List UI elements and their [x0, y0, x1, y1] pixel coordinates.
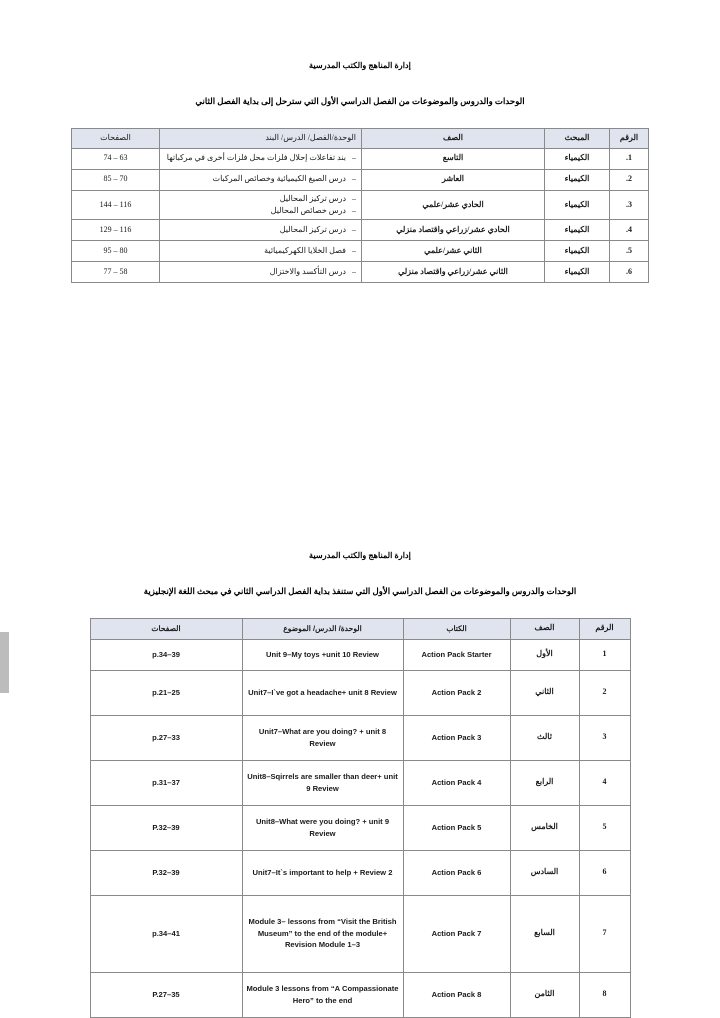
cell-unit: Module 3– lessons from “Visit the British Museum” to the end of the module+ Revision Module 1–3 — [242, 895, 403, 972]
table-row — [72, 190, 649, 220]
bullet-dash: – — [352, 267, 356, 277]
cell-grade: الثاني عشر/زراعي واقتصاد منزلي — [362, 262, 545, 283]
cell-num: 3. — [610, 190, 649, 220]
cell-book: Action Pack Starter — [403, 639, 510, 670]
table-row — [72, 148, 649, 169]
item-line: – فصل الخلايا الكهركيميائية — [264, 246, 356, 256]
section-chemistry — [0, 60, 720, 283]
english-subheading: الوحدات والدروس والموضوعات من الفصل الدراسي الأول التي ستنفذ بداية الفصل الدراسي الثاني في مبحث اللغة الإنجليزية — [143, 586, 577, 597]
cell-item — [160, 148, 362, 169]
cell-pages: 58 – 77 — [72, 262, 160, 283]
cell-item — [160, 262, 362, 283]
cell-num: 8 — [579, 972, 630, 1017]
cell-unit: Unit 9–My toys +unit 10 Review — [242, 639, 403, 670]
item-line: – بند تفاعلات إحلال فلزات محل فلزات أخرى في مركباتها — [166, 153, 356, 163]
cell-grade: الثامن — [510, 972, 579, 1017]
cell-grade: الحادي عشر/زراعي واقتصاد منزلي — [362, 220, 545, 241]
cell-pages: p.34–39 — [90, 639, 242, 670]
english-table-body — [90, 639, 630, 1017]
chemistry-table-head — [72, 128, 649, 148]
cell-pages: 116 – 129 — [72, 220, 160, 241]
col-header-grade: الصف — [362, 128, 545, 148]
cell-grade: السابع — [510, 895, 579, 972]
table-row — [90, 760, 630, 805]
table-row — [90, 805, 630, 850]
item-line: – درس تركيز المحاليل — [279, 193, 356, 203]
table-row — [72, 262, 649, 283]
cell-pages: p.21–25 — [90, 670, 242, 715]
cell-num: 7 — [579, 895, 630, 972]
item-line: – درس خصائص المحاليل — [270, 205, 356, 215]
bullet-dash: – — [352, 193, 356, 203]
item-line: – درس تركيز المحاليل — [279, 225, 356, 235]
cell-item — [160, 169, 362, 190]
cell-subject: الكيمياء — [545, 190, 610, 220]
cell-subject: الكيمياء — [545, 241, 610, 262]
cell-pages: P.32–39 — [90, 850, 242, 895]
cell-subject: الكيمياء — [545, 169, 610, 190]
col-header-number: الرقم — [579, 618, 630, 639]
cell-grade: الحادي عشر/علمي — [362, 190, 545, 220]
cell-book: Action Pack 2 — [403, 670, 510, 715]
table-row — [90, 639, 630, 670]
col-header-item: الوحدة/الفصل/ الدرس/ البند — [160, 128, 362, 148]
cell-grade: الثاني عشر/علمي — [362, 241, 545, 262]
cell-pages: P.27–35 — [90, 972, 242, 1017]
cell-num: 1 — [579, 639, 630, 670]
chemistry-subheading: الوحدات والدروس والموضوعات من الفصل الدراسي الأول التي سترحل إلى بداية الفصل الثاني — [195, 96, 525, 107]
cell-grade: الأول — [510, 639, 579, 670]
cell-unit: Module 3 lessons from “A Compassionate Hero” to the end — [242, 972, 403, 1017]
bullet-dash: – — [352, 153, 356, 163]
table-header-row — [72, 128, 649, 148]
cell-unit: Unit8–What were you doing? + unit 9 Review — [242, 805, 403, 850]
cell-book: Action Pack 3 — [403, 715, 510, 760]
cell-unit: Unit7–It`s important to help + Review 2 — [242, 850, 403, 895]
table-row — [90, 715, 630, 760]
bullet-dash: – — [352, 174, 356, 184]
cell-num: 1. — [610, 148, 649, 169]
table-header-row — [90, 618, 630, 639]
cell-book: Action Pack 5 — [403, 805, 510, 850]
cell-item — [160, 220, 362, 241]
col-header-unit: الوحدة/ الدرس/ الموضوع — [242, 618, 403, 639]
col-header-pages: الصفحات — [90, 618, 242, 639]
cell-num: 5 — [579, 805, 630, 850]
bullet-dash: – — [352, 205, 356, 215]
cell-pages: P.32–39 — [90, 805, 242, 850]
cell-num: 4. — [610, 220, 649, 241]
cell-item — [160, 241, 362, 262]
chemistry-heading: إدارة المناهج والكتب المدرسية — [309, 61, 411, 70]
cell-num: 4 — [579, 760, 630, 805]
cell-pages: p.34–41 — [90, 895, 242, 972]
english-table — [90, 618, 631, 1018]
cell-book: Action Pack 6 — [403, 850, 510, 895]
cell-num: 2 — [579, 670, 630, 715]
cell-unit: Unit7–What are you doing? + unit 8 Review — [242, 715, 403, 760]
col-header-subject: المبحث — [545, 128, 610, 148]
english-heading: إدارة المناهج والكتب المدرسية — [309, 551, 411, 560]
cell-num: 6 — [579, 850, 630, 895]
col-header-book: الكتاب — [403, 618, 510, 639]
cell-num: 6. — [610, 262, 649, 283]
cell-pages: 116 – 144 — [72, 190, 160, 220]
cell-num: 3 — [579, 715, 630, 760]
cell-grade: التاسع — [362, 148, 545, 169]
cell-num: 2. — [610, 169, 649, 190]
cell-pages: 80 – 95 — [72, 241, 160, 262]
cell-item — [160, 190, 362, 220]
cell-book: Action Pack 4 — [403, 760, 510, 805]
cell-grade: الثاني — [510, 670, 579, 715]
cell-subject: الكيمياء — [545, 262, 610, 283]
col-header-grade: الصف — [510, 618, 579, 639]
table-row — [72, 169, 649, 190]
chemistry-table-body — [72, 148, 649, 283]
cell-unit: Unit7–I`ve got a headache+ unit 8 Review — [242, 670, 403, 715]
table-row — [90, 850, 630, 895]
table-row — [90, 972, 630, 1017]
table-row — [72, 220, 649, 241]
cell-book: Action Pack 7 — [403, 895, 510, 972]
table-row — [90, 895, 630, 972]
cell-pages: 70 – 85 — [72, 169, 160, 190]
chemistry-table — [71, 128, 649, 284]
table-row — [72, 241, 649, 262]
cell-pages: p.27–33 — [90, 715, 242, 760]
cell-grade: العاشر — [362, 169, 545, 190]
bullet-dash: – — [352, 246, 356, 256]
bullet-dash: – — [352, 225, 356, 235]
cell-grade: السادس — [510, 850, 579, 895]
cell-grade: ثالث — [510, 715, 579, 760]
cell-book: Action Pack 8 — [403, 972, 510, 1017]
cell-subject: الكيمياء — [545, 220, 610, 241]
cell-pages: p.31–37 — [90, 760, 242, 805]
cell-subject: الكيمياء — [545, 148, 610, 169]
english-table-head — [90, 618, 630, 639]
cell-pages: 63 – 74 — [72, 148, 160, 169]
cell-grade: الخامس — [510, 805, 579, 850]
cell-unit: Unit8–Sqirrels are smaller than deer+ unit 9 Review — [242, 760, 403, 805]
section-english — [0, 550, 720, 1018]
table-row — [90, 670, 630, 715]
cell-grade: الرابع — [510, 760, 579, 805]
item-line: – درس الصيغ الكيميائية وخصائص المركبات — [212, 174, 356, 184]
col-header-number: الرقم — [610, 128, 649, 148]
col-header-pages: الصفحات — [72, 128, 160, 148]
cell-num: 5. — [610, 241, 649, 262]
item-line: – درس التأكسد والاختزال — [269, 267, 356, 277]
